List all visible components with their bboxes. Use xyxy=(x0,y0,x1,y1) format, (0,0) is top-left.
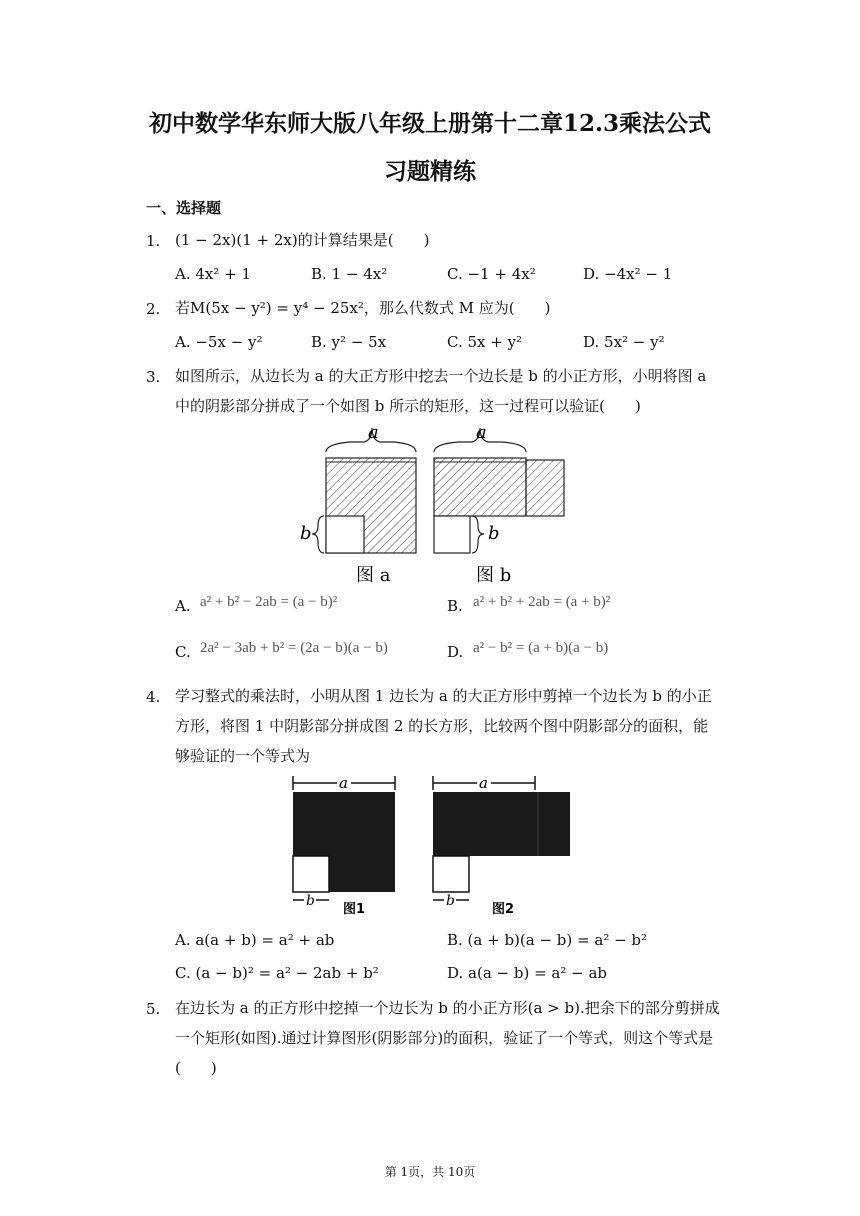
q1-option-a[interactable]: A. 4x² + 1 xyxy=(175,265,252,283)
small-square-fig-b xyxy=(434,516,470,553)
caption-fig2: 图2 xyxy=(492,902,515,917)
brace-b-fig-a xyxy=(312,516,324,553)
question-1-number: 1. xyxy=(146,232,161,250)
label-b-fig2: b xyxy=(446,893,455,909)
label-b-fig-a: b xyxy=(300,523,312,544)
q3-option-d-label[interactable]: D. xyxy=(447,643,464,661)
q3-option-b-formula: a² + b² + 2ab = (a + b)² xyxy=(473,594,611,610)
q2-option-d[interactable]: D. 5x² − y² xyxy=(583,333,665,351)
question-2-text: 若M(5x − y²) = y⁴ − 25x²，那么代数式 M 应为( ) xyxy=(175,299,551,317)
caption-fig-a: 图 a xyxy=(356,565,391,586)
figure-q4 xyxy=(285,772,585,922)
q1-option-c[interactable]: C. −1 + 4x² xyxy=(447,265,536,283)
q4-option-d[interactable]: D. a(a − b) = a² − ab xyxy=(447,964,608,982)
question-1-text: (1 − 2x)(1 + 2x)的计算结果是( ) xyxy=(175,231,430,249)
small-square-fig1 xyxy=(293,856,329,892)
brace-b-fig-b xyxy=(472,516,484,553)
caption-fig-b: 图 b xyxy=(476,565,512,586)
caption-fig1: 图1 xyxy=(343,902,366,917)
label-b-fig1: b xyxy=(306,893,315,909)
q3-option-a-label[interactable]: A. xyxy=(175,597,191,615)
question-4-number: 4. xyxy=(146,688,161,706)
question-2-number: 2. xyxy=(146,300,161,318)
small-square-fig-a xyxy=(326,516,364,553)
q4-option-a[interactable]: A. a(a + b) = a² + ab xyxy=(175,931,335,949)
label-a-fig2: a xyxy=(479,774,488,792)
question-3-number: 3. xyxy=(146,368,161,386)
question-5-text: 在边长为 a 的正方形中挖掉一个边长为 b 的小正方形(a > b).把余下的部分剪拼成一个矩形(如图).通过计算图形(阴影部分)的面积，验证了一个等式，则这个等式是( ) xyxy=(175,999,720,1077)
small-square-fig2 xyxy=(433,856,469,892)
q1-option-b[interactable]: B. 1 − 4x² xyxy=(311,265,388,283)
rect-fig-b xyxy=(434,458,526,516)
q2-option-a[interactable]: A. −5x − y² xyxy=(175,333,263,351)
q3-option-a-formula: a² + b² − 2ab = (a − b)² xyxy=(200,594,338,610)
q2-option-b[interactable]: B. y² − 5x xyxy=(311,333,387,351)
q4-option-c[interactable]: C. (a − b)² = a² − 2ab + b² xyxy=(175,964,379,982)
section-heading: 一、选择题 xyxy=(146,199,222,217)
page-title: 初中数学华东师大版八年级上册第十二章12.3乘法公式 xyxy=(148,110,712,137)
q1-option-d[interactable]: D. −4x² − 1 xyxy=(583,265,673,283)
page-subtitle: 习题精练 xyxy=(384,158,476,185)
q3-option-b-label[interactable]: B. xyxy=(447,597,463,615)
q2-option-c[interactable]: C. 5x + y² xyxy=(447,333,523,351)
q4-option-b[interactable]: B. (a + b)(a − b) = a² − b² xyxy=(447,931,648,949)
label-a-fig-a: a xyxy=(368,422,379,443)
label-b-fig-b: b xyxy=(488,523,500,544)
q3-option-d-formula: a² − b² = (a + b)(a − b) xyxy=(473,640,609,656)
rect-fig2 xyxy=(433,792,570,856)
question-3-text: 如图所示，从边长为 a 的大正方形中挖去一个边长是 b 的小正方形，小明将图 a 中的阴影部分拼成了一个如图 b 所示的矩形，这一过程可以验证( ) xyxy=(175,367,707,415)
q3-option-c-label[interactable]: C. xyxy=(175,643,191,661)
label-a-fig-b: a xyxy=(476,422,487,443)
q3-option-c-formula: 2a² − 3ab + b² = (2a − b)(a − b) xyxy=(200,640,388,656)
figure-q3 xyxy=(290,418,590,590)
strip-fig-b xyxy=(526,460,564,516)
label-a-fig1: a xyxy=(339,774,348,792)
question-4-text: 学习整式的乘法时，小明从图 1 边长为 a 的大正方形中剪掉一个边长为 b 的小正方形，将图 1 中阴影部分拼成图 2 的长方形，比较两个图中阴影部分的面积，能够验证的一个等式为 xyxy=(175,687,712,765)
page-footer: 第 1页，共 10页 xyxy=(384,1165,476,1179)
question-5-number: 5. xyxy=(146,1000,161,1018)
